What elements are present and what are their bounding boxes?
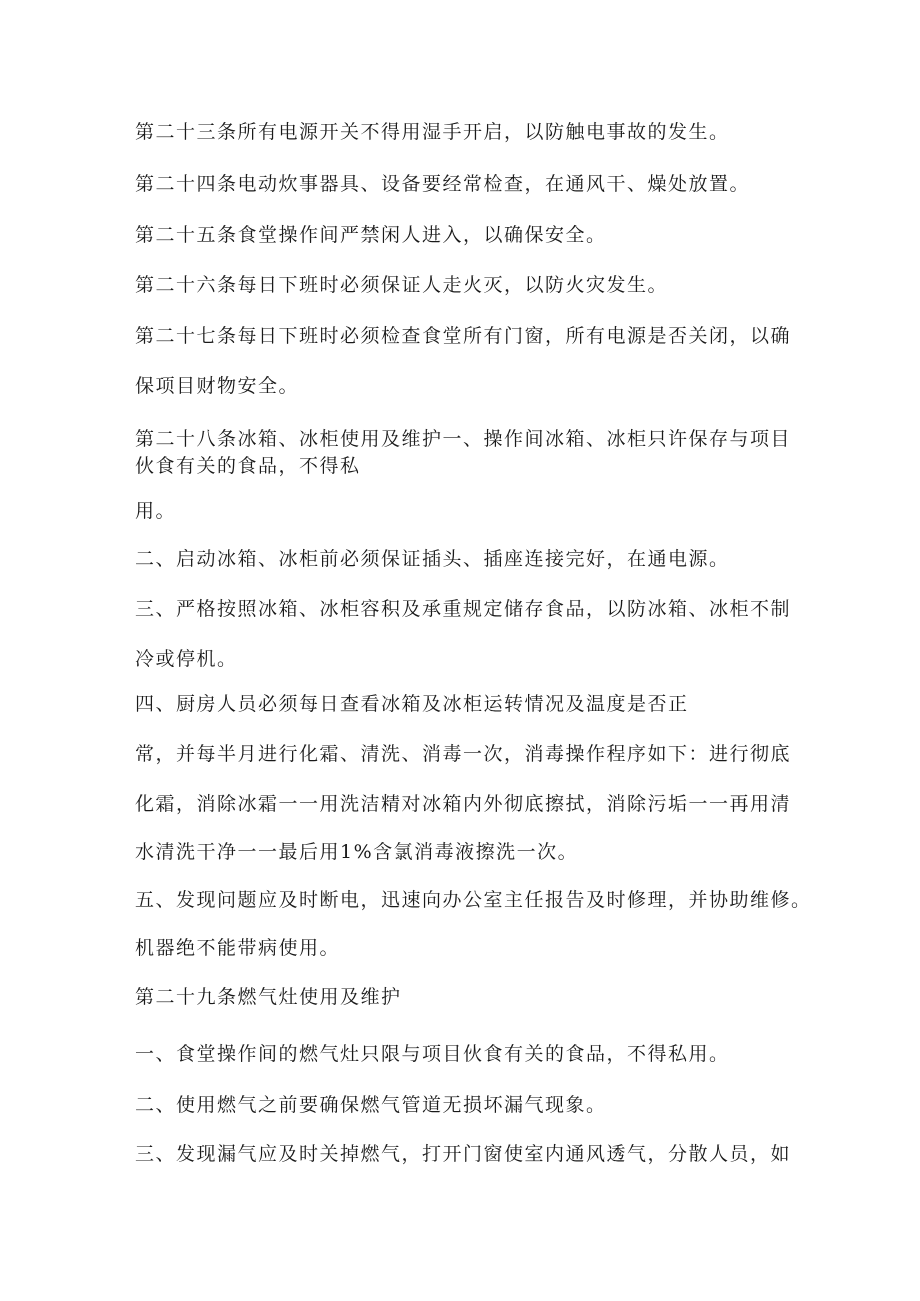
article-26-line: 第二十六条每日下班时必须保证人走火灭，以防火灾发生。 [135, 274, 669, 296]
fridge-item-4-line-2: 常，并每半月进行化霜、清洗、消毒一次，消毒操作程序如下：进行彻底 [135, 743, 792, 765]
article-28-line-3: 用。 [135, 500, 177, 522]
article-27-line-1: 第二十七条每日下班时必须检查食堂所有门窗，所有电源是否关闭，以确 [135, 325, 792, 347]
article-29-heading: 第二十九条燃气灶使用及维护 [135, 986, 402, 1008]
fridge-item-4-line-1: 四、厨房人员必须每日查看冰箱及冰柜运转情况及温度是否正 [135, 693, 689, 715]
fridge-item-3-line-2: 冷或停机。 [135, 648, 238, 670]
fridge-item-3-line-1: 三、严格按照冰箱、冰柜容积及承重规定储存食品，以防冰箱、冰柜不制 [135, 598, 792, 620]
stove-item-2-line: 二、使用燃气之前要确保燃气管道无损坏漏气现象。 [135, 1094, 607, 1116]
article-27-line-2: 保项目财物安全。 [135, 375, 300, 397]
stove-item-1-line: 一、食堂操作间的燃气灶只限与项目伙食有关的食品，不得私用。 [135, 1043, 730, 1065]
fridge-item-2-line: 二、启动冰箱、冰柜前必须保证插头、插座连接完好，在通电源。 [135, 548, 730, 570]
article-28-line-1: 第二十八条冰箱、冰柜使用及维护一、操作间冰箱、冰柜只许保存与项目 [135, 428, 792, 450]
stove-item-3-line: 三、发现漏气应及时关掉燃气，打开门窗使室内通风透气，分散人员，如 [135, 1143, 792, 1165]
article-23-line: 第二十三条所有电源开关不得用湿手开启，以防触电事故的发生。 [135, 121, 730, 143]
article-25-line: 第二十五条食堂操作间严禁闲人进入，以确保安全。 [135, 224, 607, 246]
fridge-item-5-line-2: 机器绝不能带病使用。 [135, 937, 341, 959]
article-28-line-2: 伙食有关的食品，不得私 [135, 455, 361, 477]
fridge-item-4-line-4: 水清洗干净一一最后用1%含氯消毒液擦洗一次。 [135, 841, 579, 863]
fridge-item-5-line-1: 五、发现问题应及时断电，迅速向办公室主任报告及时修理，并协助维修。 [135, 889, 812, 911]
article-24-line: 第二十四条电动炊事器具、设备要经常检查，在通风干、燥处放置。 [135, 173, 751, 195]
fridge-item-4-line-3: 化霜，消除冰霜一一用洗洁精对冰箱内外彻底擦拭，消除污垢一一再用清 [135, 793, 792, 815]
